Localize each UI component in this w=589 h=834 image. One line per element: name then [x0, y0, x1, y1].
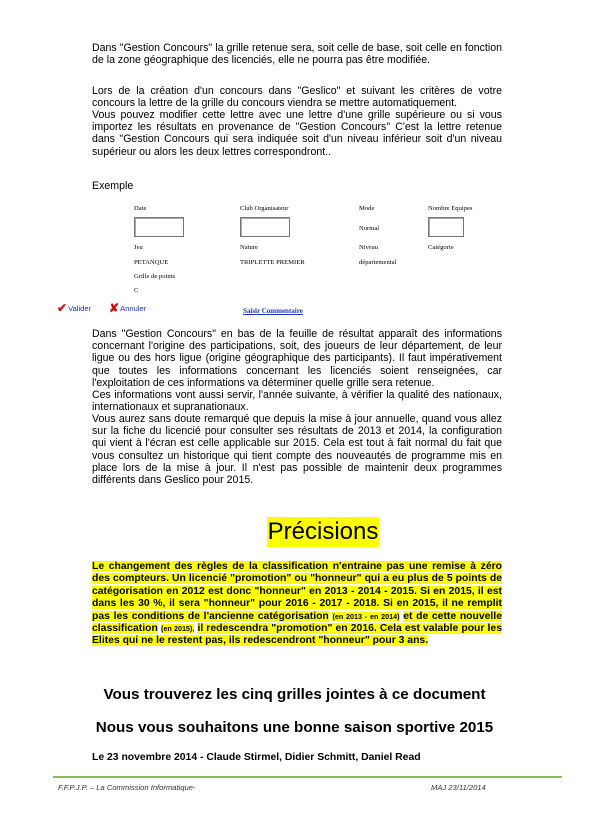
paragraph-feuille-resultat: Dans "Gestion Concours" en bas de la feuille de résultat apparaît des informations concernant l'origine des participations, soit, des joueurs de leur département, de leur ligue ou des hors ligue (origine géographique des participants). Il faut impérativement que toutes les informations concernant les licenciés soient renseignées, car l'exploitation de ces informations va déterminer quelle grille sera retenue.	[92, 328, 502, 389]
nature-label: Nature	[240, 244, 258, 251]
saisir-commentaire-link[interactable]: Saisir Commentaire	[243, 307, 303, 315]
date-input[interactable]	[134, 217, 184, 237]
grille-label: Grille de points	[134, 273, 176, 280]
club-input[interactable]	[240, 217, 290, 237]
closing-saison: Nous vous souhaitons une bonne saison sportive 2015	[95, 719, 494, 736]
mode-value: Normal	[359, 225, 380, 232]
niveau-value: départemental	[359, 259, 397, 266]
precisions-title: Précisions	[267, 518, 379, 545]
club-label: Club Organisateur	[240, 205, 289, 212]
cross-icon: ✘	[109, 301, 120, 315]
niveau-label: Niveau	[359, 244, 379, 251]
jeu-value: PETANQUE	[134, 259, 169, 266]
precisions-text-1: Le changement des règles de la classification n'entraine pas une remise à zéro des compteurs. Un licencié "promotion" ou "honneur" qui a eu plus de 5 points de catégorisation en 2012 est donc "honneur" en 2013 - 2014 - 2015. Si en 2015, il est dans les 30 %, il sera "honneur" pour 2016 - 2017 - 2018. Si en 2015, il ne remplit pas les conditions de l'ancienne catégorisation	[92, 561, 502, 622]
valider-button[interactable]	[57, 301, 91, 315]
footer-left: F.F.P.J.P. – La Commission Informatique-	[58, 783, 196, 792]
nature-value: TRIPLETTE PREMIER	[240, 259, 305, 266]
check-icon: ✔	[57, 301, 68, 315]
footer-rule	[53, 776, 562, 778]
paragraph-gestion-concours: Dans "Gestion Concours" la grille retenue sera, soit celle de base, soit celle en fonction de la zone géographique des licenciés, elle ne pourra pas être modifiée.	[92, 42, 502, 67]
mode-label: Mode	[359, 205, 375, 212]
annuler-label: Annuler	[120, 303, 147, 313]
precisions-highlight-paragraph	[92, 561, 502, 648]
footer-right: MAJ 23/11/2014	[431, 783, 486, 792]
nombre-equipes-label: Nombre Equipes	[428, 205, 473, 212]
exemple-label: Exemple	[92, 180, 134, 192]
closing-grilles: Vous trouverez les cinq grilles jointes à ce document	[103, 686, 486, 703]
date-label: Date	[134, 205, 147, 212]
annuler-button[interactable]	[109, 301, 146, 315]
precisions-text-2: et de cette nouvelle classification	[92, 610, 502, 635]
paragraph-informations: Ces informations vont aussi servir, l'année suivante, à vérifier la qualité des nationaux, internationaux et supranationaux.	[92, 389, 502, 414]
paragraph-modifier-lettre: Vous pouvez modifier cette lettre avec une lettre d'une grille supérieure ou si vous importez les résultats en provenance de "Gestion Concours" C'est la lettre retenue dans "Gestion Concours qui sera indiquée soit d'un niveau inférieur soit d'un niveau supérieur ou alors les deux lettres correspondront..	[92, 109, 502, 158]
jeu-label: Jeu	[134, 244, 143, 251]
paragraph-mise-a-jour: Vous aurez sans doute remarqué que depuis la mise à jour annuelle, quand vous allez sur la fiche du licencié pour consulter ses résultats de 2013 et 2014, la configuration qui vient à l'écran est celle applicable sur 2015. Cela est tout à fait normal du fait que vous consultez un historique qui tient compte des nouveautés de programme mis en place lors de la mise à jour. Il n'est pas possible de maintenir deux programmes différents dans Geslico pour 2015.	[92, 413, 502, 487]
categorie-label: Catégorie	[428, 244, 454, 251]
signature: Le 23 novembre 2014 - Claude Stirmel, Didier Schmitt, Daniel Read	[92, 752, 421, 763]
paragraph-geslico-creation: Lors de la création d'un concours dans "Geslico" et suivant les critères de votre concours la lettre de la grille du concours viendra se mettre automatiquement.	[92, 85, 502, 110]
nombre-equipes-input[interactable]	[428, 217, 464, 237]
precisions-text-3: il redescendra "promotion" en 2016. Cela est valable pour les Elites qui ne le restent pas, ils redescendront "honneur" pour 3 ans.	[92, 623, 502, 647]
precisions-small-1: (en 2013 - en 2014)	[332, 611, 400, 621]
precisions-small-2: (en 2015),	[160, 624, 195, 634]
valider-label: Valider	[68, 303, 92, 313]
grille-value: C	[134, 287, 139, 294]
